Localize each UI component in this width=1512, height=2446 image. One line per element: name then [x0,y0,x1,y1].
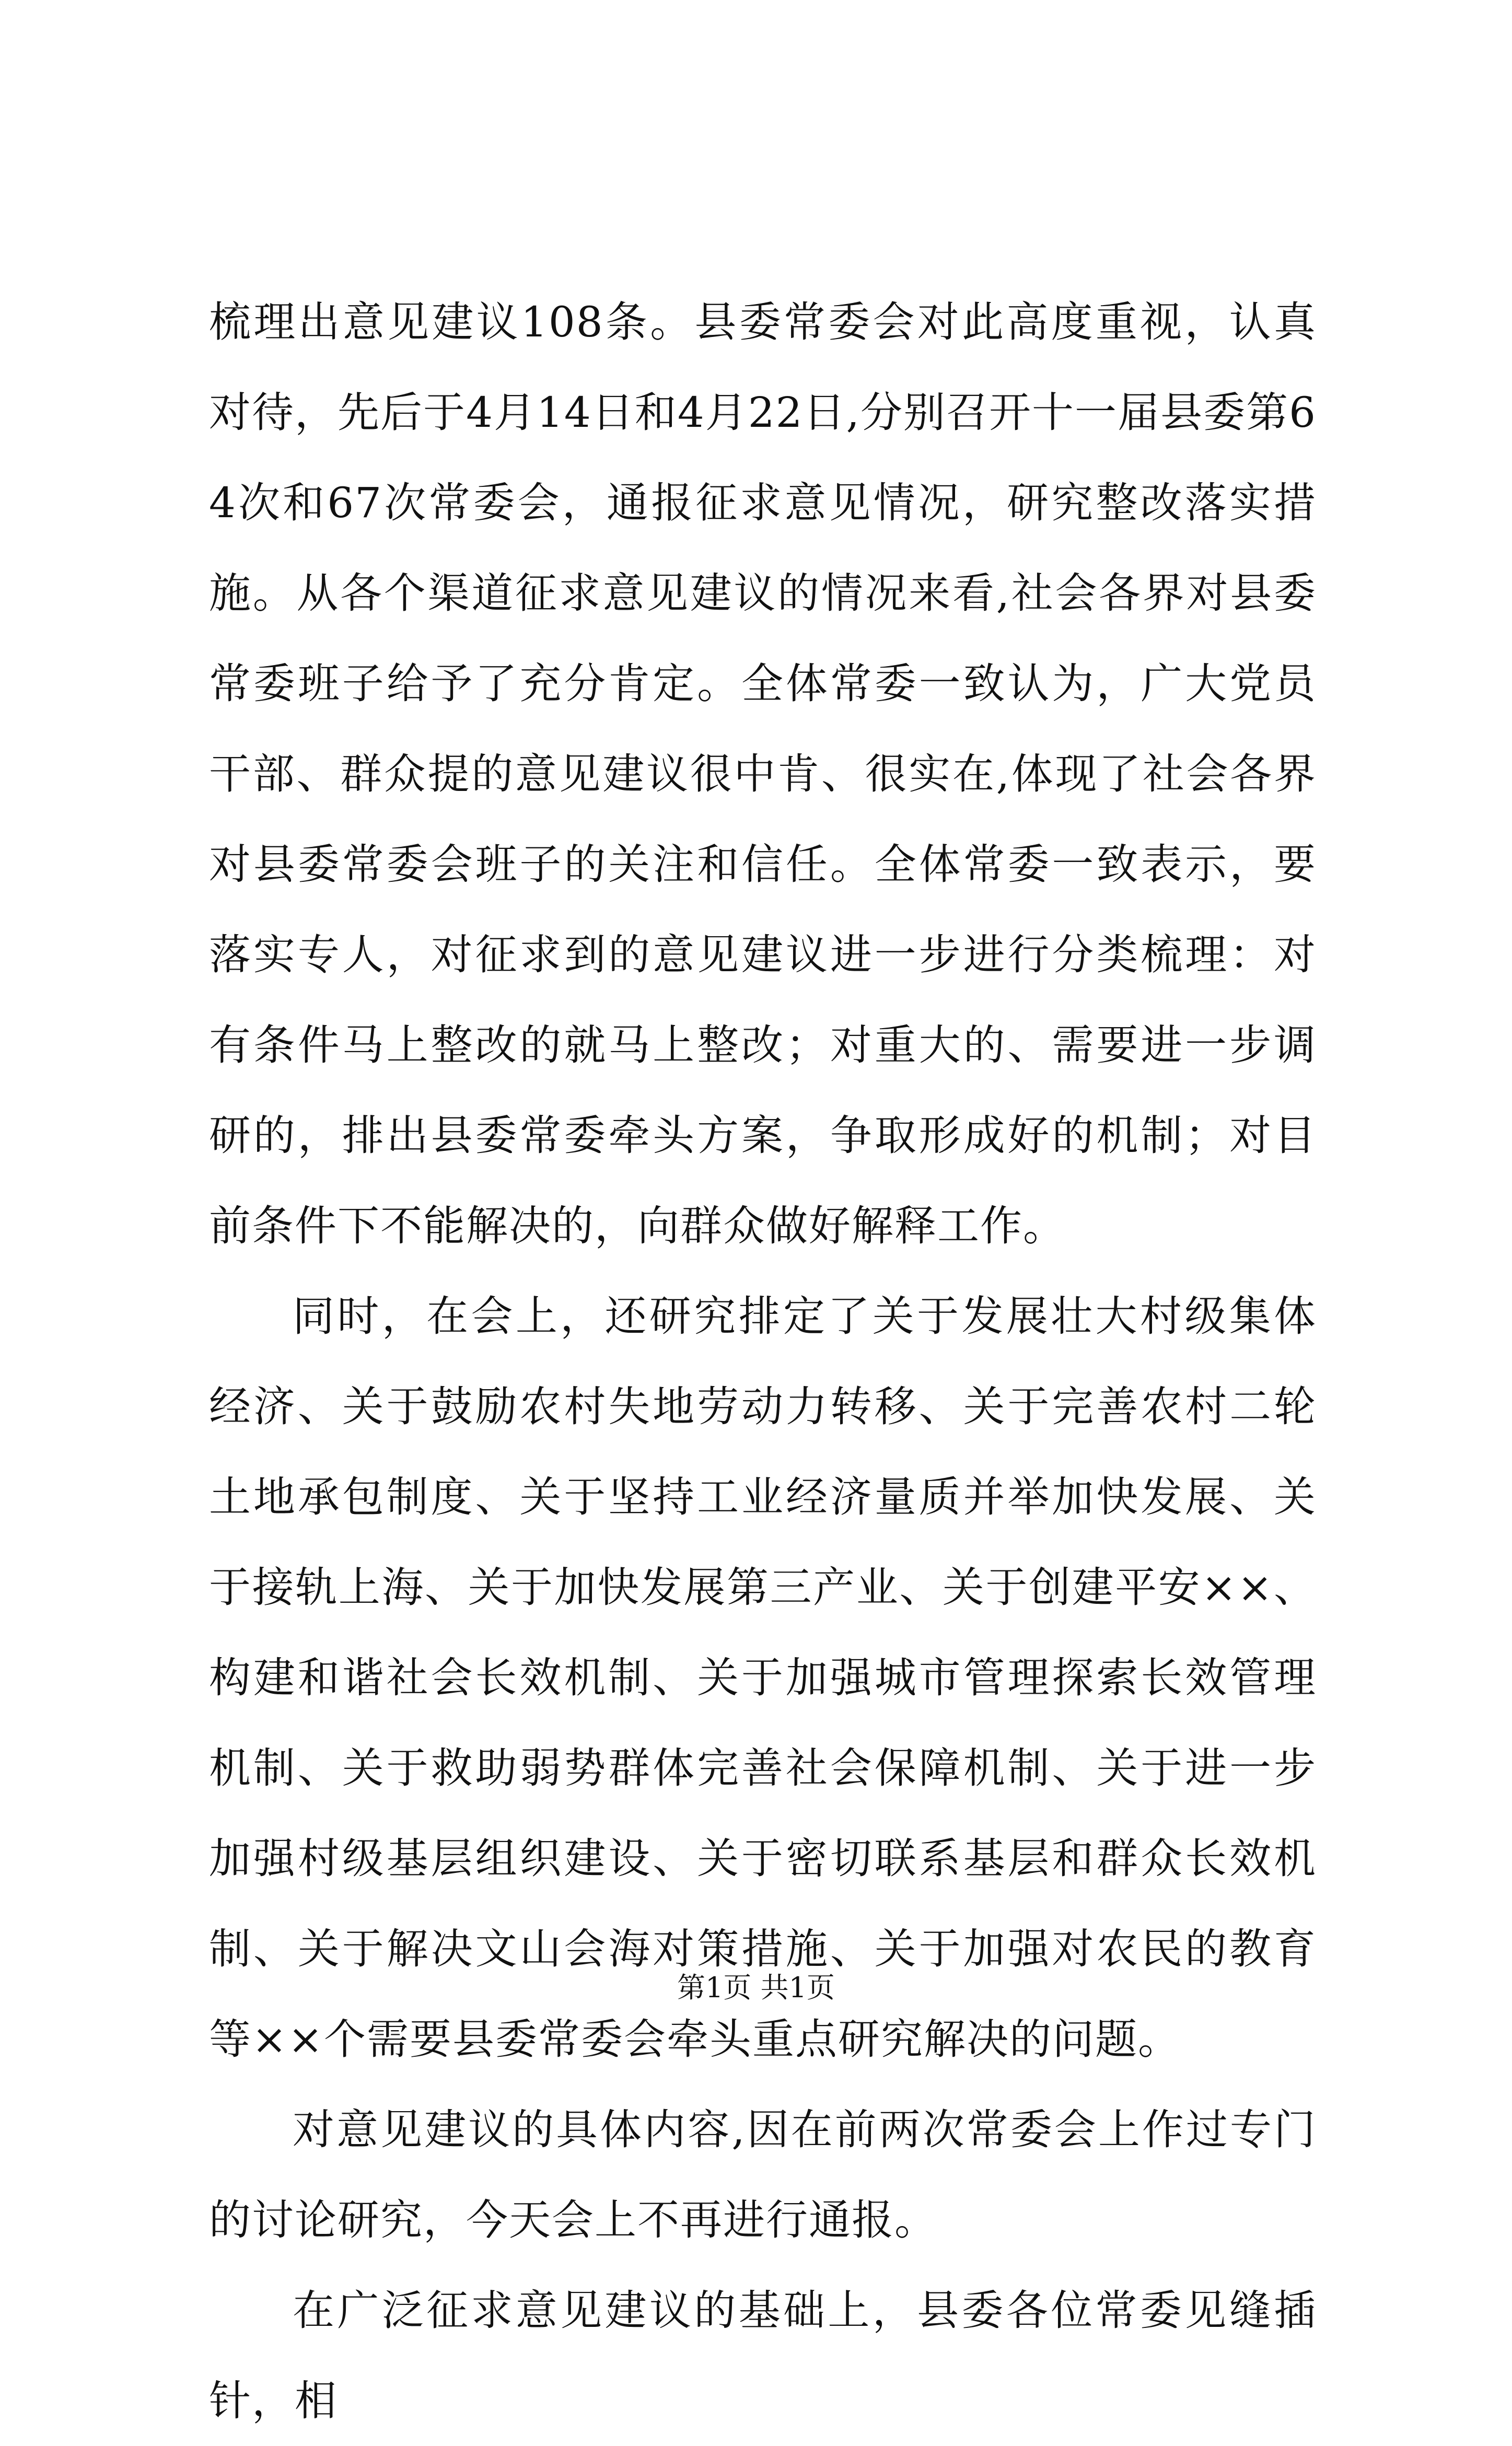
paragraph-2: 同时，在会上，还研究排定了关于发展壮大村级集体经济、关于鼓励农村失地劳动力转移、关于完善农村二轮土地承包制度、关于坚持工业经济量质并举加快发展、关于接轨上海、关于加快发展第三产业、关于创建平安××、构建和谐社会长效机制、关于加强城市管理探索长效管理机制、关于救助弱势群体完善社会保障机制、关于进一步加强村级基层组织建设、关于密切联系基层和群众长效机制、关于解决文山会海对策措施、关于加强对农民的教育等××个需要县委常委会牵头重点研究解决的问题。 [209,1292,1317,2064]
page-number-footer: 第1页 共1页 [677,1971,835,2004]
paragraph-4: 在广泛征求意见建议的基础上，县委各位常委见缝插针，相 [209,2286,1317,2425]
document-body [209,277,1317,2446]
paragraph-1: 梳理出意见建议108条。县委常委会对此高度重视，认真对待，先后于4月14日和4月22日,分别召开十一届县委第64次和67次常委会，通报征求意见情况，研究整改落实措施。从各个渠道征求意见建议的情况来看,社会各界对县委常委班子给予了充分肯定。全体常委一致认为，广大党员干部、群众提的意见建议很中肯、很实在,体现了社会各界对县委常委会班子的关注和信任。全体常委一致表示，要落实专人，对征求到的意见建议进一步进行分类梳理：对有条件马上整改的就马上整改；对重大的、需要进一步调研的，排出县委常委牵头方案，争取形成好的机制；对目前条件下不能解决的，向群众做好解释工作。 [209,298,1317,1250]
paragraph-3: 对意见建议的具体内容,因在前两次常委会上作过专门的讨论研究，今天会上不再进行通报。 [209,2105,1317,2244]
